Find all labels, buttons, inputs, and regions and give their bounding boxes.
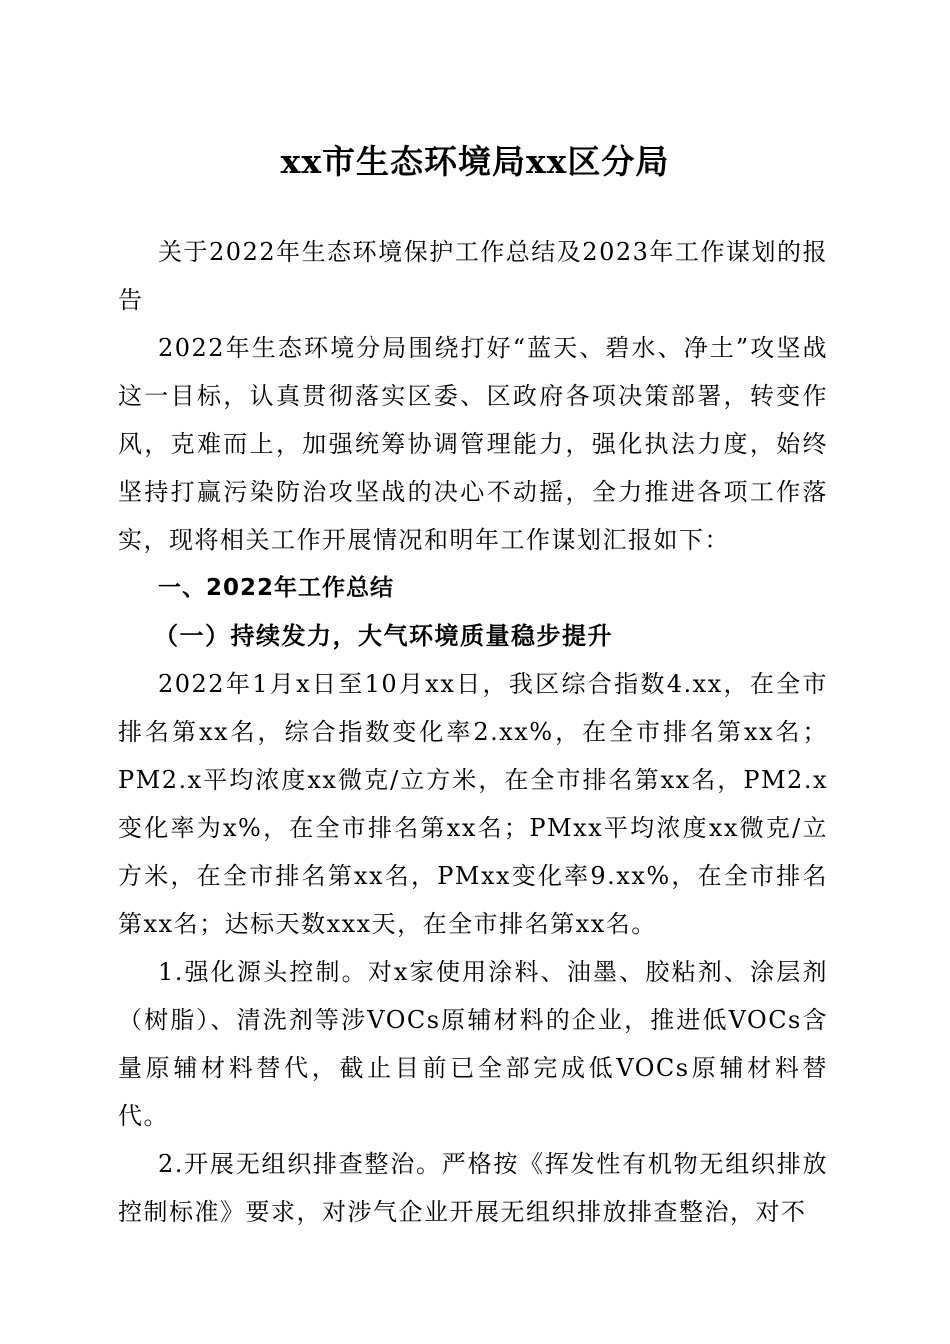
document-body [118,228,828,1236]
document-title: xx市生态环境局xx区分局 [280,142,670,181]
subsection-heading [118,612,828,660]
item-2-paragraph: 2.开展无组织排查整治。严格按《挥发性有机物无组织排放控制标准》要求，对涉气企业开展无组织排放排查整治，对不 [118,1150,828,1226]
air-quality-paragraph: 2022年1月x日至10月xx日，我区综合指数4.xx，在全市排名第xx名，综合指数变化率2.xx%，在全市排名第xx名；PM2.x平均浓度xx微克/立方米，在全市排名第xx名，PM2.x变化率为x%，在全市排名第xx名；PMxx平均浓度xx微克/立方米，在全市排名第xx名，PMxx变化率9.xx%，在全市排名第xx名；达标天数xxx天，在全市排名第xx名。 [118,670,828,938]
item-1-paragraph: 1.强化源头控制。对x家使用涂料、油墨、胶粘剂、涂层剂（树脂）、清洗剂等涉VOCs原辅材料的企业，推进低VOCs含量原辅材料替代，截止目前已全部完成低VOCs原辅材料替代。 [118,958,828,1130]
subsection-heading-text: （一）持续发力，大气环境质量稳步提升 [154,621,613,650]
intro-paragraph: 2022年生态环境分局围绕打好“蓝天、碧水、净土”攻坚战这一目标，认真贯彻落实区委、区政府各项决策部署，转变作风，克难而上，加强统筹协调管理能力，强化执法力度，始终坚持打赢污染防治攻坚战的决心不动摇，全力推进各项工作落实，现将相关工作开展情况和明年工作谋划汇报如下： [118,334,828,554]
section-heading: 一、2022年工作总结 [158,575,395,601]
report-title-paragraph: 关于2022年生态环境保护工作总结及2023年工作谋划的报告 [118,238,828,314]
